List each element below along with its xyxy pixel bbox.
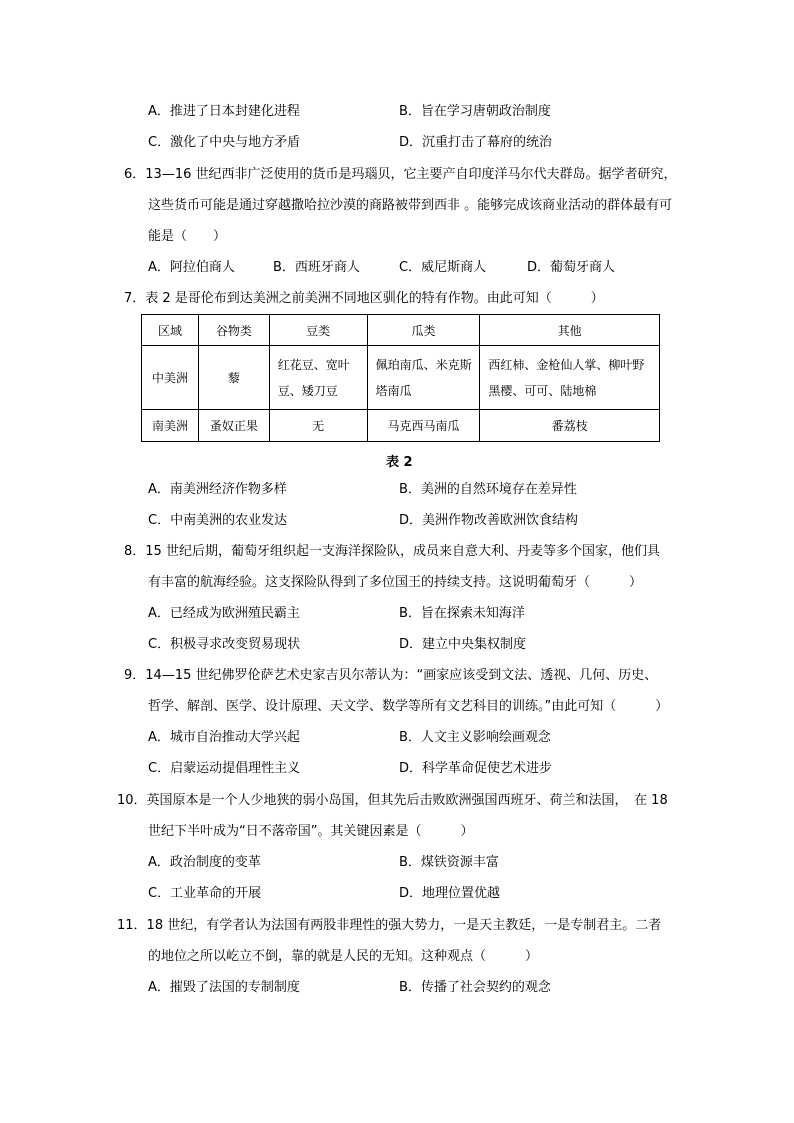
- q7-stem-line1: 7．表 2 是哥伦布到达美洲之前美洲不同地区驯化的特有作物。由此可知（ ）: [124, 291, 604, 306]
- q7-option-d[interactable]: D．美洲作物改善欧洲饮食结构: [399, 513, 579, 528]
- q8-option-a[interactable]: A．已经成为欧洲殖民霸主: [148, 606, 300, 621]
- q6-option-c[interactable]: C．威尼斯商人: [399, 260, 487, 275]
- table-cell: 红花豆、宽叶豆、矮刀豆: [269, 346, 367, 410]
- q6-option-d[interactable]: D．葡萄牙商人: [527, 260, 616, 275]
- q11-stem-line1: 11．18 世纪，有学者认为法国有两股非理性的强大势力，一是天主教廷，一是专制君主。二者: [117, 918, 662, 933]
- table-cell: 南美洲: [142, 410, 199, 442]
- q10-option-d[interactable]: D．地理位置优越: [399, 886, 501, 901]
- q8-option-b[interactable]: B．旨在探索未知海洋: [399, 606, 525, 621]
- crop-table: [141, 314, 660, 442]
- q10-stem-line1: 10．英国原本是一个人少地狭的弱小岛国，但其先后击败欧洲强国西班牙、荷兰和法国， 在 18: [117, 793, 668, 808]
- table-header: 瓜类: [367, 315, 480, 346]
- q5-option-b[interactable]: B．旨在学习唐朝政治制度: [399, 104, 551, 119]
- q9-option-a[interactable]: A．城市自治推动大学兴起: [148, 730, 300, 745]
- table-header: 豆类: [269, 315, 367, 346]
- q9-option-d[interactable]: D．科学革命促使艺术进步: [399, 761, 553, 776]
- q9-stem-line1: 9．14—15 世纪佛罗伦萨艺术史家吉贝尔蒂认为：“画家应该受到文法、透视、几何、历史、: [124, 668, 658, 683]
- q7-option-b[interactable]: B．美洲的自然环境存在差异性: [399, 482, 577, 497]
- table-header: 其他: [480, 315, 660, 346]
- q6-stem-line1: 6．13—16 世纪西非广泛使用的货币是玛瑙贝，它主要产自印度洋马尔代夫群岛。据学者研究，: [124, 167, 677, 182]
- q8-stem-line2: 有丰富的航海经验。这支探险队得到了多位国王的持续支持。这说明葡萄牙（ ）: [148, 575, 643, 590]
- table-cell: 西红柿、金枪仙人掌、柳叶野黑樱、可可、陆地棉: [480, 346, 660, 410]
- table-row: [142, 410, 660, 442]
- table-cell: 中美洲: [142, 346, 199, 410]
- q9-option-b[interactable]: B．人文主义影响绘画观念: [399, 730, 551, 745]
- table-cell: 蚤奴正果: [198, 410, 269, 442]
- table-cell: 藜: [198, 346, 269, 410]
- q10-option-a[interactable]: A．政治制度的变革: [148, 855, 261, 870]
- table-cell: 无: [269, 410, 367, 442]
- table-cell: 佩珀南瓜、米克斯塔南瓜: [367, 346, 480, 410]
- q5-option-c[interactable]: C．激化了中央与地方矛盾: [148, 135, 301, 150]
- q11-option-a[interactable]: A．摧毁了法国的专制制度: [148, 980, 300, 995]
- q10-option-c[interactable]: C．工业革命的开展: [148, 886, 262, 901]
- table-header: 区域: [142, 315, 199, 346]
- table-cell: 番荔枝: [480, 410, 660, 442]
- q11-option-b[interactable]: B．传播了社会契约的观念: [399, 980, 551, 995]
- q7-option-c[interactable]: C．中南美洲的农业发达: [148, 513, 288, 528]
- q10-stem-line2: 世纪下半叶成为“日不落帝国”。其关键因素是（ ）: [148, 824, 474, 839]
- q6-option-a[interactable]: A．阿拉伯商人: [148, 260, 235, 275]
- q7-option-a[interactable]: A．南美洲经济作物多样: [148, 482, 287, 497]
- q8-option-c[interactable]: C．积极寻求改变贸易现状: [148, 637, 301, 652]
- q6-option-b[interactable]: B．西班牙商人: [273, 260, 360, 275]
- q8-stem-line1: 8．15 世纪后期，葡萄牙组织起一支海洋探险队，成员来自意大利、丹麦等多个国家，他们具: [124, 544, 660, 559]
- q10-option-b[interactable]: B．煤铁资源丰富: [399, 855, 499, 870]
- q8-option-d[interactable]: D．建立中央集权制度: [399, 637, 527, 652]
- q9-stem-line2: 哲学、解剖、医学、设计原理、天文学、数学等所有文艺科目的训练。”由此可知（ ）: [148, 699, 669, 714]
- table-cell: 马克西马南瓜: [367, 410, 480, 442]
- q11-stem-line2: 的地位之所以屹立不倒，靠的就是人民的无知。这种观点（ ）: [148, 949, 539, 964]
- q6-stem-line2: 这些货币可能是通过穿越撒哈拉沙漠的商路被带到西非 。能够完成该商业活动的群体最有可: [148, 198, 673, 213]
- q5-option-d[interactable]: D．沉重打击了幕府的统治: [399, 135, 553, 150]
- q9-option-c[interactable]: C．启蒙运动提倡理性主义: [148, 761, 301, 776]
- table-row: [142, 346, 660, 410]
- table-caption: 表 2: [386, 455, 413, 470]
- table-header: 谷物类: [198, 315, 269, 346]
- q6-stem-line3: 能是（ ）: [148, 229, 227, 244]
- q5-option-a[interactable]: A．推进了日本封建化进程: [148, 104, 300, 119]
- table-header-row: [142, 315, 660, 346]
